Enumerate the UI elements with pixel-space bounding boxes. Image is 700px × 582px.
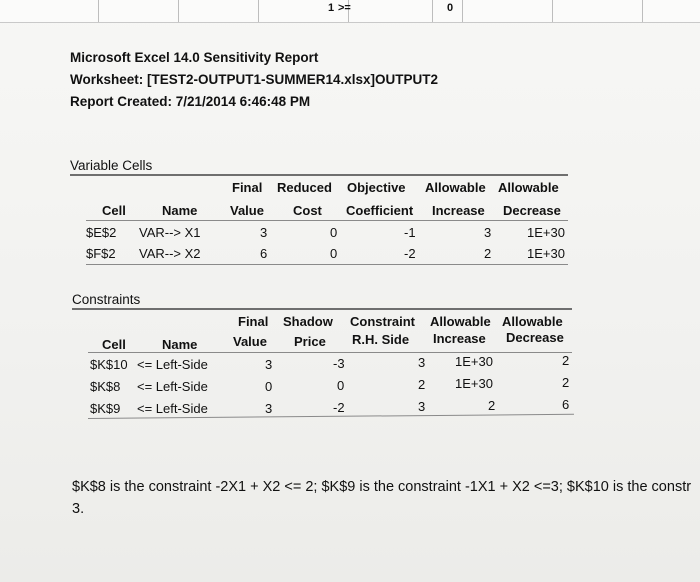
col-header: Increase [433,331,486,346]
col-header: Decrease [506,330,564,345]
col-header: Allowable [425,180,486,195]
table-cell: 2 [484,246,492,261]
table-cell: 2 [488,398,496,413]
grid-cell-value: 1 [328,2,335,14]
grid-line [258,0,259,22]
grid-line [178,0,179,22]
col-header: Name [162,203,198,218]
table-cell: 2 [562,375,570,390]
col-header: Decrease [503,203,561,218]
table-cell: 1E+30 [527,246,565,261]
col-header: Shadow [283,314,333,329]
table-cell: 3 [484,225,492,240]
col-header: Final [232,180,263,195]
table-cell: 2 [418,377,426,392]
table-cell: VAR--> X2 [139,246,201,261]
table-cell: 0 [330,225,338,240]
grid-line [642,0,643,22]
col-header: Name [162,337,198,352]
grid-line [432,0,433,22]
col-header: Cell [102,203,126,218]
col-header: Price [294,334,326,349]
col-header: Constraint [350,314,415,329]
constraint-note-line: 3. [72,501,85,517]
table-cell: $K$8 [90,379,121,394]
col-header: Value [233,334,267,349]
table-cell: $K$9 [90,401,121,416]
col-header: Allowable [498,180,559,195]
col-header: Increase [432,203,485,218]
grid-line [462,0,463,22]
header-rule [88,352,572,353]
col-header: R.H. Side [352,332,410,347]
col-header: Objective [347,180,406,195]
table-bottom-rule [86,264,568,265]
table-cell: 6 [260,246,268,261]
report-created: Report Created: 7/21/2014 6:46:48 PM [70,94,311,109]
section-rule [72,308,572,310]
col-header: Final [238,314,269,329]
table-cell: $E$2 [86,225,117,240]
table-cell: -2 [333,400,345,415]
table-cell: 3 [265,357,273,372]
table-cell: <= Left-Side [137,379,208,394]
col-header: Allowable [430,314,491,329]
table-cell: -3 [333,356,345,371]
table-cell: <= Left-Side [137,357,208,372]
spreadsheet-grid-strip [0,0,700,23]
table-cell: 2 [562,353,570,368]
grid-line [552,0,553,22]
constraint-note [72,476,700,520]
table-cell: 0 [337,378,345,393]
table-cell: -1 [404,225,416,240]
table-cell: $F$2 [86,246,116,261]
col-header: Allowable [502,314,563,329]
table-cell: $K$10 [90,357,128,372]
header-rule [86,220,568,221]
table-cell: 3 [265,401,273,416]
report-title: Microsoft Excel 14.0 Sensitivity Report [70,50,319,65]
col-header: Coefficient [346,203,414,218]
report-worksheet: Worksheet: [TEST2-OUTPUT1-SUMMER14.xlsx]OUTPUT2 [70,72,439,87]
table-cell: 1E+30 [455,354,493,369]
table-cell: 3 [418,399,426,414]
table-cell: 3 [418,355,426,370]
grid-cell-value: 0 [447,2,454,14]
variable-cells-title: Variable Cells [70,158,153,173]
table-cell: 6 [562,397,570,412]
table-cell: 0 [265,379,273,394]
constraints-title: Constraints [72,292,141,307]
table-cell: 0 [330,246,338,261]
grid-cell-operator: >= [338,2,351,14]
table-cell: 1E+30 [455,376,493,391]
table-cell: 3 [260,225,268,240]
table-cell: <= Left-Side [137,401,208,416]
constraint-note-line: $K$8 is the constraint -2X1 + X2 <= 2; $K$9 is the constraint -1X1 + X2 <=3; $K$10 is the constr [72,479,692,495]
col-header: Cell [102,337,126,352]
grid-line [98,0,99,22]
col-header: Value [230,203,264,218]
table-cell: -2 [404,246,416,261]
table-cell: VAR--> X1 [139,225,201,240]
section-rule [70,174,568,176]
col-header: Reduced [277,180,332,195]
col-header: Cost [293,203,322,218]
table-cell: 1E+30 [527,225,565,240]
